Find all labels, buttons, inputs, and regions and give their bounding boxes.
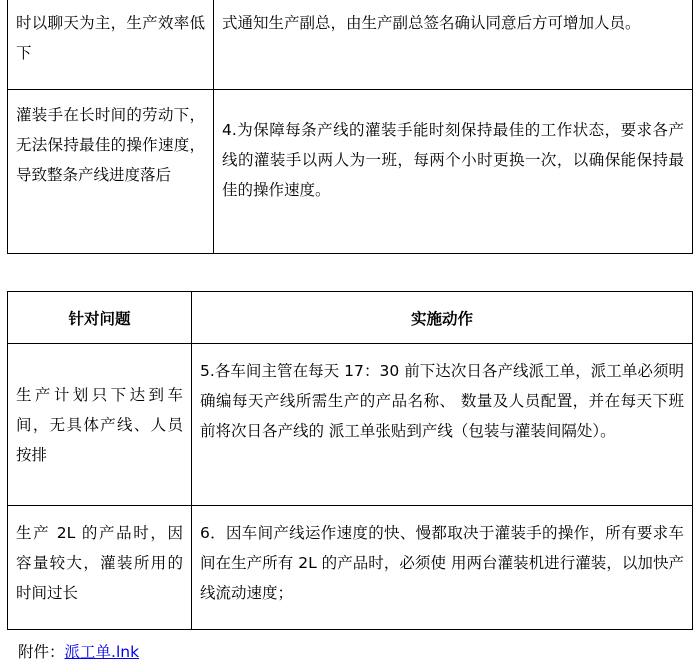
problem-text: 生产 2L 的产品时，因容量较大，灌装所用的时间过长 — [16, 524, 183, 602]
measures-table — [7, 291, 693, 630]
header-action: 实施动作 — [192, 292, 693, 344]
action-text: 5.各车间主管在每天 17：30 前下达次日各产线派工单，派工单必须明确编每天产线所需生产的产品名称、 数量及人员配置，并在每天下班前将次日各产线的 派工单张贴到产线（包装与灌装间隔处）。 — [200, 362, 684, 440]
table-row — [8, 344, 693, 506]
problem-cell — [8, 0, 214, 90]
problem-cell — [8, 90, 214, 254]
attachment-label: 附件： — [18, 643, 65, 661]
action-text: 6．因车间产线运作速度的快、慢都取决于灌装手的操作，所有要求车间在生产所有 2L 的产品时，必须使 用两台灌装机进行灌装，以加快产线流动速度； — [200, 524, 684, 602]
action-text: 式通知生产副总，由生产副总签名确认同意后方可增加人员。 — [222, 14, 641, 32]
action-cell — [214, 90, 693, 254]
action-cell — [192, 506, 693, 630]
problem-cell — [8, 506, 192, 630]
header-problem: 针对问题 — [8, 292, 192, 344]
table-row — [8, 0, 693, 90]
action-text: 4.为保障每条产线的灌装手能时刻保持最佳的工作状态，要求各产线的灌装手以两人为一班，每两个小时更换一次，以确保能保持最佳的操作速度。 — [222, 121, 684, 199]
table-row — [8, 506, 693, 630]
action-cell — [192, 344, 693, 506]
problem-cell — [8, 344, 192, 506]
table-header-row — [8, 292, 693, 344]
problem-text: 生产计划只下达到车间，无具体产线、人员按排 — [16, 385, 183, 464]
problem-text: 灌装手在长时间的劳动下，无法保持最佳的操作速度，导致整条产线进度落后 — [16, 106, 205, 184]
problem-text: 时以聊天为主，生产效率低下 — [16, 14, 205, 62]
attachment-line — [18, 640, 139, 664]
measures-table-continued — [7, 0, 693, 254]
action-cell — [214, 0, 693, 90]
table-row — [8, 90, 693, 254]
attachment-link[interactable]: 派工单.lnk — [64, 643, 140, 661]
